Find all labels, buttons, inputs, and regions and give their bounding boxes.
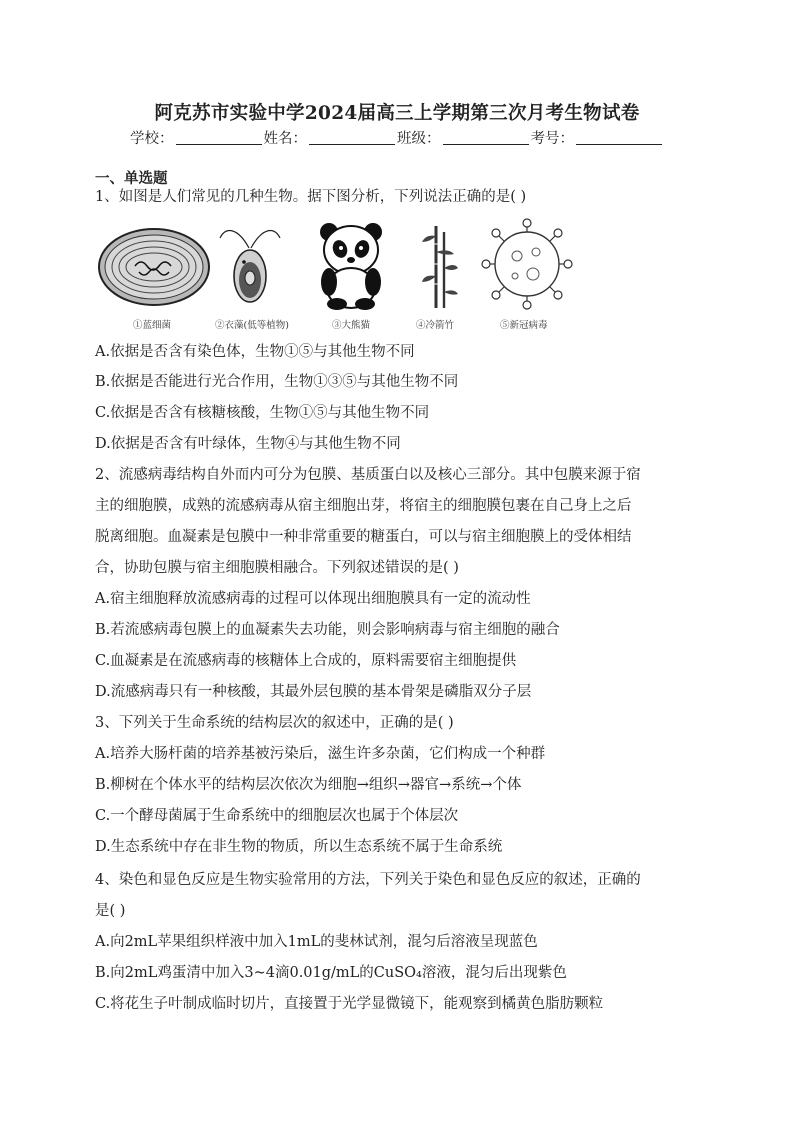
q4-option-a[interactable]: A.向2mL苹果组织样液中加入1mL的斐林试剂，混匀后溶液呈现蓝色 [95, 934, 538, 950]
coronavirus-figure [481, 218, 573, 310]
chlamydomonas-figure [218, 218, 282, 310]
school-blank[interactable] [176, 130, 262, 145]
student-info-row [0, 127, 794, 148]
name-blank[interactable] [309, 130, 395, 145]
exam-no-blank[interactable] [576, 130, 662, 145]
q2-option-d[interactable]: D.流感病毒只有一种核酸，其最外层包膜的基本骨架是磷脂双分子层 [95, 684, 532, 700]
caption-chlamydomonas: ②衣藻(低等植物) [215, 320, 289, 331]
caption-cyanobacteria: ①蓝细菌 [133, 320, 172, 331]
q1-option-d[interactable]: D.依据是否含有叶绿体，生物④与其他生物不同 [95, 436, 401, 452]
panda-figure [315, 220, 387, 310]
q4-stem-line: 4、染色和显色反应是生物实验常用的方法，下列关于染色和显色反应的叙述，正确的 [95, 872, 641, 888]
q2-stem-line: 2、流感病毒结构自外而内可分为包膜、基质蛋白以及核心三部分。其中包膜来源于宿 [95, 467, 641, 483]
caption-bamboo: ④冷箭竹 [416, 320, 455, 331]
q4-stem-line: 是( ) [95, 903, 126, 919]
q3-option-c[interactable]: C.一个酵母菌属于生命系统中的细胞层次也属于个体层次 [95, 808, 459, 824]
cyanobacteria-figure [97, 226, 211, 308]
q1-option-c[interactable]: C.依据是否含有核糖核酸，生物①⑤与其他生物不同 [95, 405, 430, 421]
q3-option-d[interactable]: D.生态系统中存在非生物的物质，所以生态系统不属于生命系统 [95, 839, 503, 855]
q2-option-a[interactable]: A.宿主细胞释放流感病毒的过程可以体现出细胞膜具有一定的流动性 [95, 591, 531, 607]
exam-title: 阿克苏市实验中学2024届高三上学期第三次月考生物试卷 [154, 103, 640, 124]
exam-no-label: 考号： [530, 131, 574, 147]
name-label: 姓名： [263, 131, 307, 147]
q2-stem-line: 脱离细胞。血凝素是包膜中一种非常重要的糖蛋白，可以与宿主细胞膜上的受体相结 [95, 529, 632, 545]
q4-option-c[interactable]: C.将花生子叶制成临时切片，直接置于光学显微镜下，能观察到橘黄色脂肪颗粒 [95, 996, 604, 1012]
caption-coronavirus: ⑤新冠病毒 [500, 320, 548, 331]
caption-panda: ③大熊猫 [332, 320, 371, 331]
q2-option-b[interactable]: B.若流感病毒包膜上的血凝素失去功能，则会影响病毒与宿主细胞的融合 [95, 622, 560, 638]
q1-figure-row [95, 216, 695, 334]
q3-option-a[interactable]: A.培养大肠杆菌的培养基被污染后，滋生许多杂菌，它们构成一个种群 [95, 746, 546, 762]
class-blank[interactable] [443, 130, 529, 145]
q2-option-c[interactable]: C.血凝素是在流感病毒的核糖体上合成的，原料需要宿主细胞提供 [95, 653, 517, 669]
q1-option-a[interactable]: A.依据是否含有染色体，生物①⑤与其他生物不同 [95, 344, 415, 360]
q2-stem-line: 合，协助包膜与宿主细胞膜相融合。下列叙述错误的是( ) [95, 560, 459, 576]
q4-option-b[interactable]: B.向2mL鸡蛋清中加入3~4滴0.01g/mL的CuSO₄溶液，混匀后出现紫色 [95, 965, 567, 981]
q1-option-b[interactable]: B.依据是否能进行光合作用，生物①③⑤与其他生物不同 [95, 374, 459, 390]
section-heading: 一、单选题 [95, 170, 168, 187]
q1-stem: 1、如图是人们常见的几种生物。据下图分析，下列说法正确的是( ) [95, 189, 527, 205]
q2-stem-line: 主的细胞膜，成熟的流感病毒从宿主细胞出芽，将宿主的细胞膜包裹在自己身上之后 [95, 498, 632, 514]
class-label: 班级： [397, 131, 441, 147]
q3-stem: 3、下列关于生命系统的结构层次的叙述中，正确的是( ) [95, 715, 454, 731]
q3-option-b[interactable]: B.柳树在个体水平的结构层次依次为细胞→组织→器官→系统→个体 [95, 777, 522, 793]
bamboo-figure [420, 222, 460, 310]
school-label: 学校： [130, 131, 174, 147]
